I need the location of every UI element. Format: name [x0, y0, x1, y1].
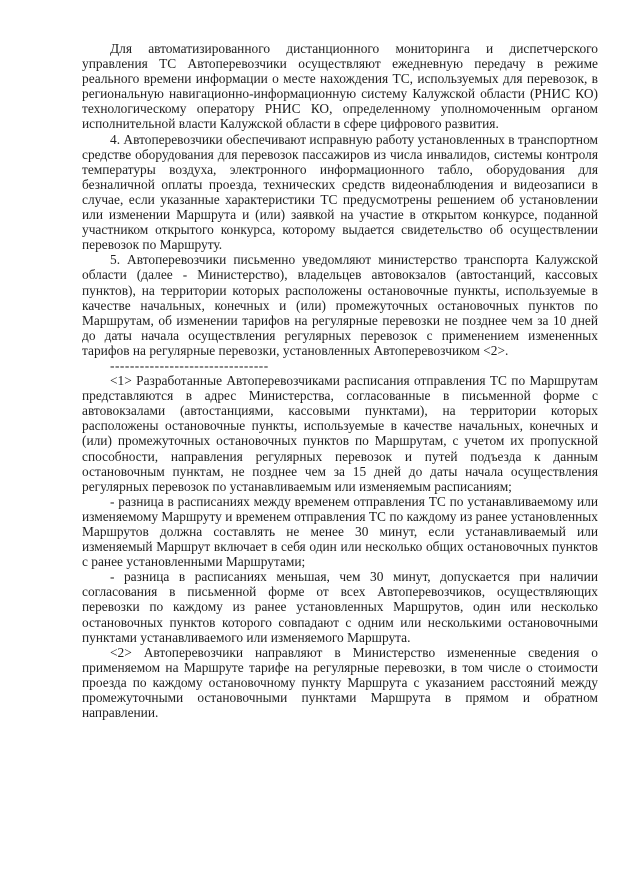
paragraph-5-tariff-notice: 5. Автоперевозчики письменно уведомляют министерство транспорта Калужской области (далее - Министерство), владельцев автовокзалов (автостанций, кассовых пунктов), на территории которых расположены остановочные пункты, используемые в качестве начальных, конечных и (или) промежуточных остановочных пунктов по Маршрутам, об изменении тарифов на регулярные перевозки не позднее чем за 10 дней до даты начала осуществления регулярных перевозок с применением измененных тарифов на регулярные перевозки, установленных Автоперевозчиком <2>.	[82, 252, 598, 358]
footnote-1-item-interval: - разница в расписаниях между временем отправления ТС по устанавливаемому или изменяемому Маршруту и временем отправления ТС по каждому из ранее установленных Маршрутов должна составлять не менее 30 минут, если устанавливаемый или изменяемый Маршрут включает в себя один или несколько общих остановочных пунктов с ранее установленными Маршрутами;	[82, 493, 598, 570]
footnote-1-item-exception: - разница в расписаниях меньшая, чем 30 минут, допускается при наличии согласования в письменной форме от всех Автоперевозчиков, осуществляющих перевозки по каждому из ранее установленных Маршрутов, один или несколько остановочных пунктов которого совпадают с одним или несколькими остановочными пунктами устанавливаемого или изменяемого Маршрута.	[82, 569, 598, 645]
page-text	[82, 41, 598, 720]
footnote-1: <1> Разработанные Автоперевозчиками расписания отправления ТС по Маршрутам представляются в адрес Министерства, согласованные в письменной форме с автовокзалами (автостанциями, кассовыми пунктами), на территории которых расположены остановочные пункты, используемые в качестве начальных, конечных и (или) промежуточных остановочных пунктов по Маршрутам, с учетом их пропускной способности, направления регулярных перевозок и путей подъезда к данным остановочным пунктам, не позднее чем за 15 дней до даты начала осуществления регулярных перевозок по устанавливаемым или изменяемым расписаниям;	[82, 373, 598, 494]
footnote-2: <2> Автоперевозчики направляют в Министерство измененные сведения о применяемом на Маршруте тарифе на регулярные перевозки, в том числе о стоимости проезда по каждому остановочному пункту Маршрута с указанием расстояний между промежуточными остановочными пунктами Маршрута в прямом и обратном направлении.	[82, 644, 598, 721]
paragraph-4-equipment: 4. Автоперевозчики обеспечивают исправную работу установленных в транспортном средстве оборудования для перевозок пассажиров из числа инвалидов, системы контроля температуры воздуха, электронного информационного табло, оборудования для безналичной оплаты проезда, технических средств видеонаблюдения и видеозаписи в случае, если указанные характеристики ТС предусмотрены решением об установлении или изменении Маршрута и (или) заявкой на участие в открытом конкурсе, поданной участником открытого конкурса, которому выдается свидетельство об осуществлении перевозок по Маршруту.	[82, 131, 598, 253]
footnote-separator: --------------------------------	[110, 357, 269, 373]
paragraph-rnis-monitoring: Для автоматизированного дистанционного мониторинга и диспетчерского управления ТС Автоперевозчики осуществляют ежедневную передачу в режиме реального времени информации о месте нахождения ТС, используемых для перевозок, в региональную навигационно-информационную систему Калужской области (РНИС КО) технологическому оператору РНИС КО, определенному уполномоченным органом исполнительной власти Калужской области в сфере цифрового развития.	[82, 41, 598, 132]
